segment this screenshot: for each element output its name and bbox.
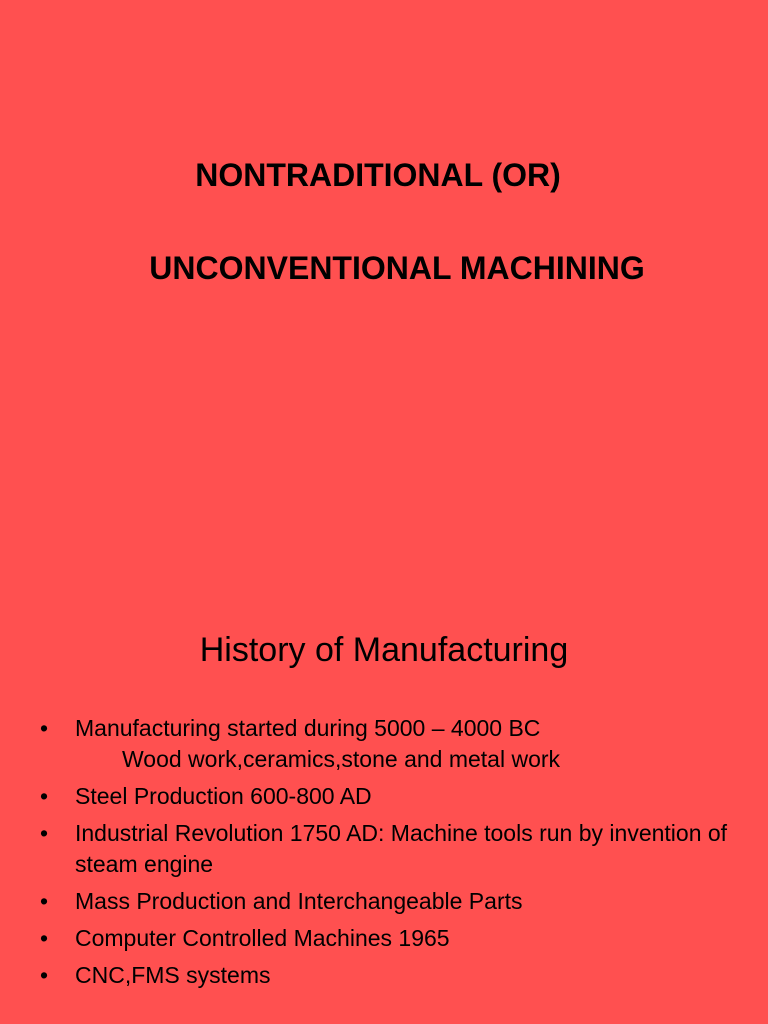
bullet-icon: • — [40, 925, 49, 951]
bullet-list — [40, 713, 740, 997]
list-item — [40, 886, 740, 917]
bullet-icon: • — [40, 783, 49, 809]
bullet-icon: • — [40, 820, 49, 846]
bullet-text: Mass Production and Interchangeable Parts — [75, 888, 523, 914]
section-heading: History of Manufacturing — [199, 631, 569, 669]
bullet-text: Industrial Revolution 1750 AD: Machine tools run by invention of steam engine — [75, 820, 728, 877]
bullet-text: CNC,FMS systems — [75, 962, 271, 988]
list-item — [40, 713, 740, 775]
bullet-text: Computer Controlled Machines 1965 — [75, 925, 450, 951]
bullet-text: Manufacturing started during 5000 – 4000 BC — [75, 715, 541, 741]
title-line-2: UNCONVENTIONAL MACHINING — [149, 250, 645, 286]
bullet-icon: • — [40, 888, 49, 914]
history-slide — [0, 560, 768, 1024]
bullet-subtext: Wood work,ceramics,stone and metal work — [122, 746, 561, 772]
title-line-1: NONTRADITIONAL (OR) — [195, 157, 561, 193]
bullet-text: Steel Production 600-800 AD — [75, 783, 372, 809]
list-item — [40, 818, 740, 880]
bullet-icon: • — [40, 715, 49, 741]
list-item — [40, 960, 740, 991]
list-item — [40, 923, 740, 954]
bullet-icon: • — [40, 962, 49, 988]
list-item — [40, 781, 740, 812]
